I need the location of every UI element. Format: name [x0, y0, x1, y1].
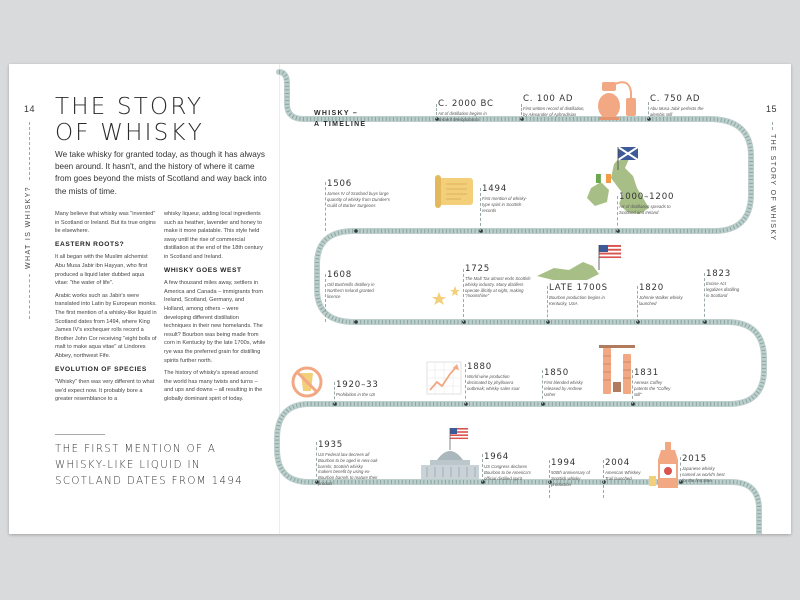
timeline-event-19 [605, 458, 641, 482]
timeline-event-4 [327, 179, 395, 208]
event-15-year: 1831 [634, 368, 660, 378]
timeline-title [314, 108, 366, 130]
event-8-connector [463, 269, 464, 322]
event-15-connector [632, 370, 633, 404]
event-2-year: C. 100 AD [523, 94, 574, 104]
timeline-event-12 [336, 380, 398, 398]
event-4-desc: James IV of Scotland buys large quantity of whisky from Dundee's Guild of Barber Surgeons [327, 191, 390, 208]
kentucky-map-icon [537, 245, 621, 280]
event-8-desc: The Malt Tax almost ends Scottish whisky industry. Many distillers operate illicitly at night, making "moonshine" [465, 276, 531, 299]
event-11-year: 1823 [706, 269, 732, 279]
event-19-desc: American Whiskey Trail launched [605, 470, 641, 481]
event-9-desc: Bourbon production begins in Kentucky, USA [549, 295, 605, 306]
event-18-connector [549, 460, 550, 498]
prohibition-icon [293, 368, 321, 396]
event-14-desc: First blended whisky released by Andrew Usher [544, 380, 583, 397]
left-side-title: WHAT IS WHISKY? [25, 186, 32, 269]
timeline-event-10 [639, 283, 683, 307]
event-14-year: 1850 [544, 368, 570, 378]
event-3-desc: Abu Musa Jabir perfects the alembic still [650, 106, 704, 117]
event-17-desc: US Congress declares Bourbon to be America's official distilled spirit [484, 464, 531, 481]
event-10-desc: Johnnie Walker whisky launched [639, 295, 683, 306]
event-11-connector [704, 273, 705, 322]
event-12-year: 1920–33 [336, 380, 379, 390]
event-13-desc: World wine production decimated by phylloxera outbreak; whisky sales soar [467, 374, 520, 391]
timeline-event-3 [650, 94, 712, 118]
timeline-event-13 [467, 362, 525, 391]
event-18-desc: 500th anniversary of Scottish whisky production [551, 470, 590, 487]
col1-paragraph-3: Arabic works such as Jabir's were translated into Latin by European monks. The first mention of a whisky-like liquid in Scotland dates from 1494, where King James IV's exchequer rolls record a Brother John Cor receiving "eight bolls of malt to make aqua vitae" at Lindores Abbey, northwest Fife. [55, 292, 157, 359]
event-18-year: 1994 [551, 458, 577, 468]
title-line-1: THE STORY [55, 94, 204, 120]
event-6-desc: Art of distillation spreads to Scotland and Ireland [619, 204, 671, 215]
event-2-connector [521, 104, 522, 119]
timeline-event-7 [327, 270, 379, 299]
right-side-title: THE STORY OF WHISKY [769, 134, 776, 242]
scroll-icon [435, 175, 473, 208]
moon-stars-icon [432, 259, 460, 305]
event-1-connector [436, 104, 437, 119]
title-line-2: OF WHISKY [55, 120, 204, 146]
event-7-connector [325, 274, 326, 322]
event-13-year: 1880 [467, 362, 493, 372]
event-5-connector [480, 188, 481, 231]
timeline-event-8 [465, 264, 531, 299]
heading-whisky-goes-west: WHISKY GOES WEST [164, 266, 242, 274]
heading-eastern-roots: EASTERN ROOTS? [55, 240, 125, 248]
event-20-connector [680, 457, 681, 482]
event-10-connector [637, 286, 638, 322]
event-16-connector [316, 442, 317, 482]
col2-paragraph-1: whisky liqueur, adding local ingredients such as heather, lavender and honey to make it more palatable. This style held sway until the rise of commercial distillation at the end of the 18th century in Scotland and Ireland. [164, 211, 263, 260]
event-9-year: LATE 1700S [549, 283, 608, 293]
col2-paragraph-3: The history of whisky's spread around the world has many twists and turns – and ups and downs – all resulting in the globally dominant spirit of today. [164, 370, 263, 402]
event-1-desc: Art of distillation begins in ancient Mesopotamia [438, 111, 487, 122]
event-16-desc: US Federal law decrees all Bourbon to be aged in new oak barrels; Scottish whisky makers benefit by using ex-Bourbon barrels to mature their product [318, 452, 378, 486]
event-16-year: 1935 [318, 440, 344, 450]
capitol-building-icon [421, 428, 479, 479]
growth-chart-icon [427, 362, 461, 394]
event-13-connector [465, 364, 466, 404]
event-20-desc: Japanese whisky named as world's best for the first time [682, 466, 725, 483]
event-6-connector [617, 196, 618, 231]
whisky-bottle-icon [649, 442, 678, 488]
timeline-event-20 [682, 454, 726, 483]
timeline-event-17 [484, 452, 534, 481]
timeline-event-14 [544, 368, 592, 397]
pull-quote: THE FIRST MENTION OF A WHISKY-LIKE LIQUID IN SCOTLAND DATES FROM 1494 [55, 444, 244, 487]
event-11-desc: Excise Act legalizes distilling in Scotland [706, 281, 740, 298]
book-spread [9, 64, 791, 534]
col2-paragraph-2: A few thousand miles away, settlers in America and Canada – immigrants from Ireland, Scotland, Germany, and Holland, among others – were developing different distillation techniques in their new homelands. The result? Bourbon was being made from corn in Kentucky by the late 1700s, while rye was the preferred grain for distilling spirits further north. [164, 280, 266, 364]
event-5-year: 1494 [482, 184, 508, 194]
timeline-event-9 [549, 283, 611, 307]
event-7-desc: Old Bushmills distillery in Northern Ireland granted licence [327, 282, 375, 299]
event-5-desc: First mention of whisky-type spirit in Scottish records [482, 196, 528, 213]
timeline-event-11 [706, 269, 742, 298]
col1-paragraph-4: "Whisky" then was very different to what we'd expect now. It probably bore a greater resemblance to a [55, 379, 155, 403]
event-6-year: 1000–1200 [619, 192, 675, 202]
event-8-year: 1725 [465, 264, 491, 274]
event-15-desc: Aeneas Coffey patents the "Coffey still" [634, 380, 671, 397]
event-4-connector [325, 182, 326, 231]
event-17-connector [482, 454, 483, 482]
right-page-number: 15 [766, 104, 778, 114]
event-12-desc: Prohibition in the US [336, 392, 376, 397]
event-9-connector [547, 286, 548, 322]
event-17-year: 1964 [484, 452, 510, 462]
col1-paragraph-1: Many believe that whisky was "invented" in Scotland or Ireland. But its true origins lie elsewhere. [55, 211, 156, 235]
event-2-desc: First written record of distillation, by Alexander of Aphrodisias [523, 106, 585, 117]
timeline-event-5 [482, 184, 534, 213]
timeline-title-line-1: WHISKY – [314, 110, 359, 117]
heading-evolution-of-species: EVOLUTION OF SPECIES [55, 365, 147, 373]
event-1-year: C. 2000 BC [438, 99, 494, 109]
event-19-year: 2004 [605, 458, 631, 468]
timeline-event-6 [619, 192, 681, 216]
event-14-connector [542, 370, 543, 404]
event-4-year: 1506 [327, 179, 353, 189]
timeline-event-18 [551, 458, 595, 487]
event-7-year: 1608 [327, 270, 353, 280]
event-3-connector [648, 102, 649, 119]
timeline-title-line-2: A TIMELINE [314, 121, 367, 128]
event-20-year: 2015 [682, 454, 708, 464]
timeline-event-15 [634, 368, 674, 397]
event-19-connector [603, 460, 604, 498]
event-12-connector [334, 382, 335, 404]
left-page-number: 14 [24, 104, 36, 114]
timeline-event-1 [438, 99, 500, 123]
event-3-year: C. 750 AD [650, 94, 701, 104]
alembic-still-icon [598, 82, 636, 120]
intro-paragraph: We take whisky for granted today, as though it has always been around. It hasn't, and the history of where it came from goes beyond the mists of Scotland and way back into the mists of time. [55, 150, 267, 196]
column-still-icon [599, 345, 635, 394]
event-10-year: 1820 [639, 283, 665, 293]
timeline-event-16 [318, 440, 378, 487]
col1-paragraph-2: It all began with the Muslim alchemist Abu Musa Jabir ibn Hayyan, who first produced a liquid later dubbed aqua vitae: "the water of life". [55, 254, 148, 287]
timeline-event-2 [523, 94, 585, 118]
